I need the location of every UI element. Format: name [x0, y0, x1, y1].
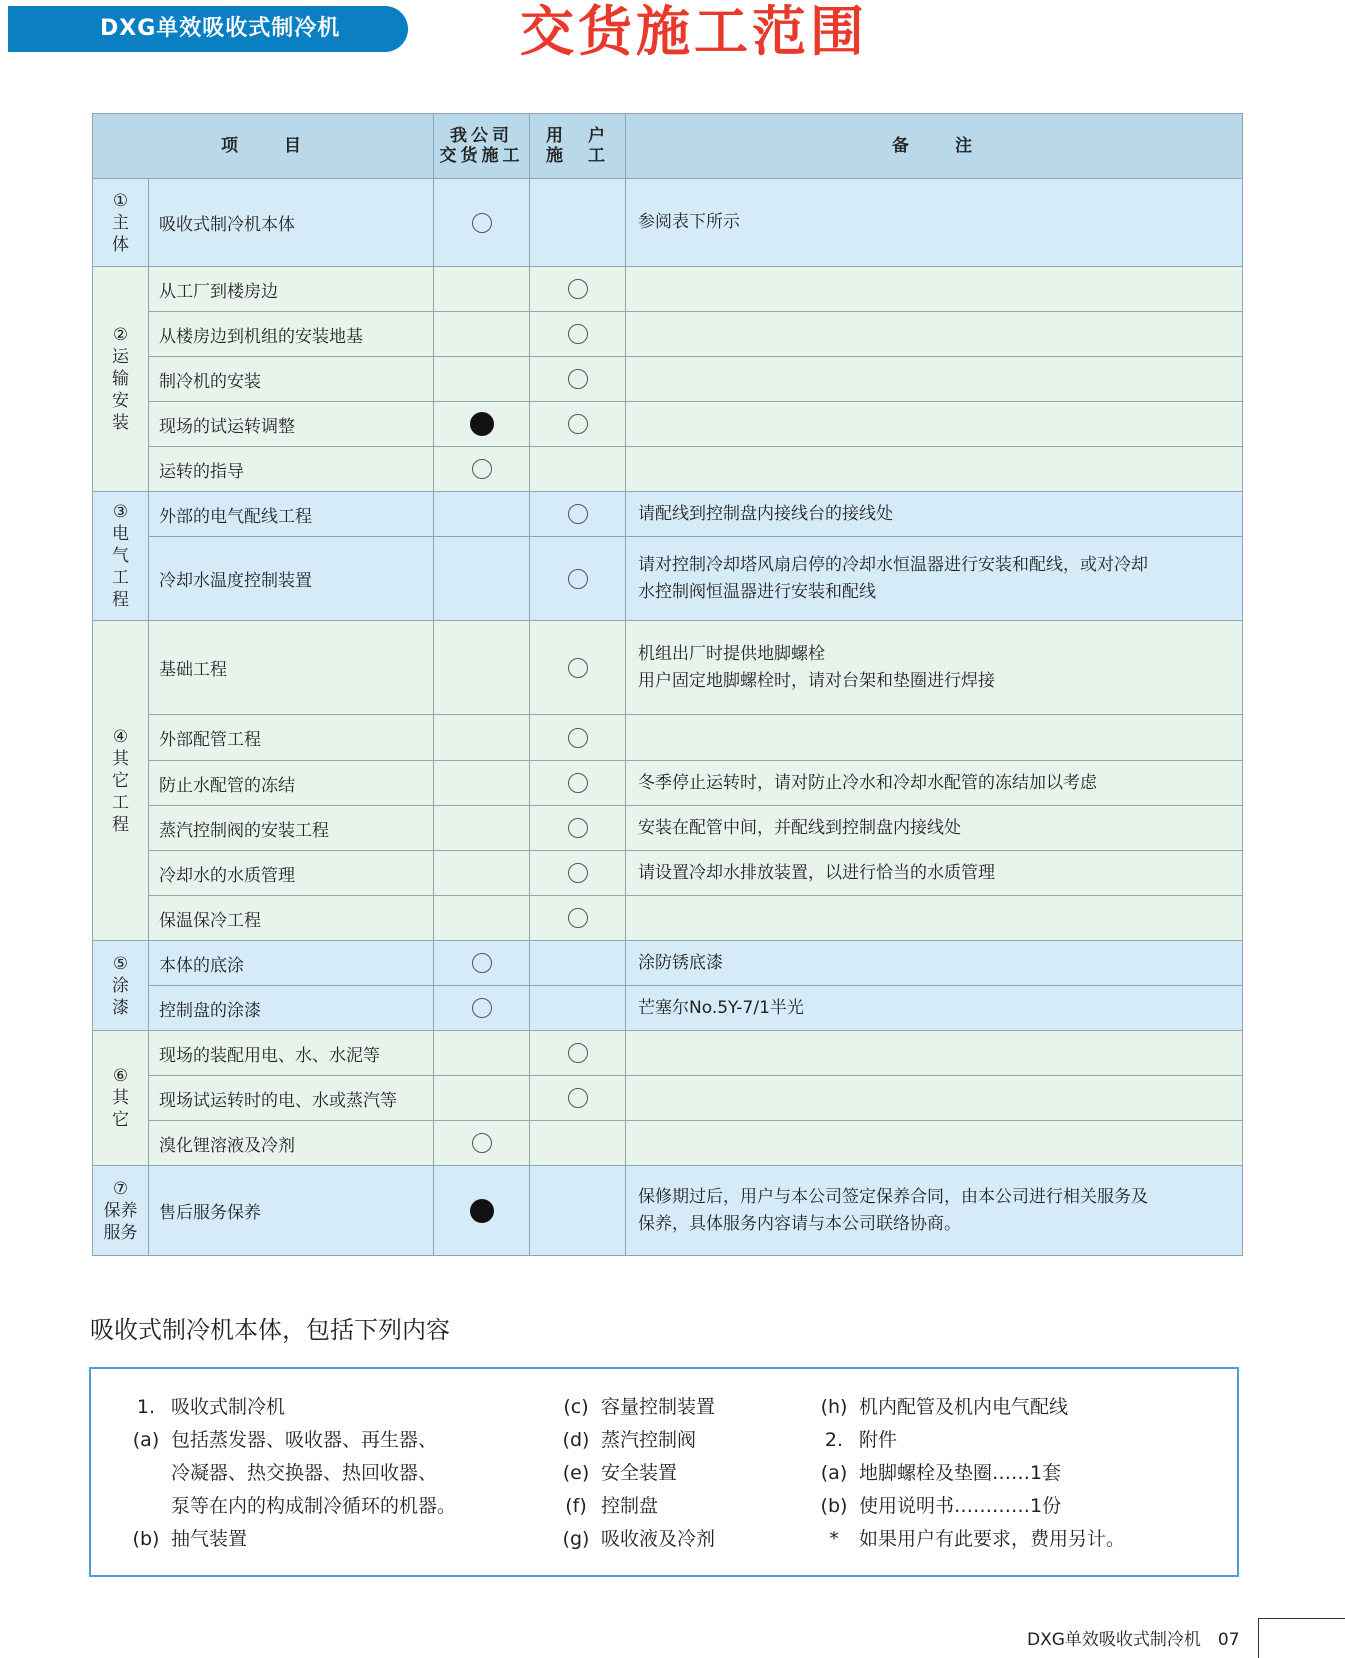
contents-item: [815, 1490, 1125, 1523]
company-cell: [434, 402, 530, 447]
table-row: [93, 1031, 1243, 1076]
page-number: 07: [1217, 1630, 1240, 1650]
contents-item: [557, 1424, 715, 1457]
item-cell: 制冷机的安装: [149, 357, 434, 402]
item-cell: 现场的试运转调整: [149, 402, 434, 447]
user-cell: [530, 941, 626, 986]
open-circle-icon: [568, 818, 588, 838]
note-cell: [626, 941, 1243, 986]
note-cell: [626, 851, 1243, 896]
category-label: 它: [112, 1110, 129, 1130]
contents-item-text: 冷凝器、热交换器、热回收器、: [171, 1462, 438, 1484]
open-circle-icon: [568, 1088, 588, 1108]
table-row: [93, 447, 1243, 492]
contents-item-label: (g): [562, 1528, 590, 1550]
note-line: 请对控制冷却塔风扇启停的冷却水恒温器进行安装和配线，或对冷却: [638, 554, 1148, 575]
note-cell: [626, 447, 1243, 492]
footer-title: DXG单效吸收式制冷机: [1027, 1630, 1201, 1650]
company-cell: [434, 492, 530, 537]
open-circle-icon: [568, 908, 588, 928]
company-cell: [434, 761, 530, 806]
contents-box: [89, 1367, 1239, 1577]
open-circle-icon: [472, 953, 492, 973]
open-circle-icon: [568, 324, 588, 344]
table-row: [93, 806, 1243, 851]
contents-item-text: 安全装置: [601, 1462, 678, 1484]
company-cell: [434, 1031, 530, 1076]
note-line: 冬季停止运转时，请对防止冷水和冷却水配管的冻结加以考虑: [638, 772, 1097, 793]
category-number: ④: [112, 726, 129, 747]
contents-item-label: (b): [132, 1528, 160, 1550]
table-header-row: [93, 114, 1243, 179]
contents-item-label: (f): [565, 1495, 587, 1517]
category-label: 气: [112, 546, 129, 566]
category-cell: [93, 179, 149, 267]
category-label: 其: [112, 748, 129, 769]
table-row: [93, 357, 1243, 402]
user-cell: [530, 715, 626, 761]
user-cell: [530, 806, 626, 851]
item-cell: 现场试运转时的电、水或蒸汽等: [149, 1076, 434, 1121]
category-label: 装: [112, 413, 129, 433]
item-cell: 本体的底涂: [149, 941, 434, 986]
delivery-scope-table: [92, 113, 1243, 1256]
contents-item-text: 使用说明书…………1份: [859, 1495, 1062, 1517]
item-cell: 现场的装配用电、水、水泥等: [149, 1031, 434, 1076]
company-cell: [434, 357, 530, 402]
note-line: 参阅表下所示: [638, 212, 740, 232]
header-note: 备 注: [626, 114, 1243, 179]
contents-item-text: 泵等在内的构成制冷循环的机器。: [171, 1495, 457, 1517]
note-cell: [626, 179, 1243, 267]
category-label: 主: [112, 212, 129, 233]
page-title: 交货施工范围: [520, 0, 868, 63]
table-row: [93, 941, 1243, 986]
contents-item-text: 容量控制装置: [601, 1396, 716, 1418]
table-row: [93, 1166, 1243, 1256]
user-cell: [530, 1121, 626, 1166]
category-label: 涂: [112, 975, 129, 996]
series-label: DXG单效吸收式制冷机: [8, 6, 408, 52]
company-cell: [434, 621, 530, 715]
category-label: 程: [112, 814, 129, 835]
category-label: 它: [112, 770, 129, 791]
contents-item-label: [127, 1490, 165, 1523]
item-cell: 售后服务保养: [149, 1166, 434, 1256]
category-label: 漆: [112, 997, 129, 1018]
contents-item-label: *: [829, 1528, 839, 1550]
table-row: [93, 1121, 1243, 1166]
category-label: 输: [112, 369, 129, 389]
company-cell: [434, 851, 530, 896]
note-line: 保修期过后，用户与本公司签定保养合同，由本公司进行相关服务及: [638, 1186, 1148, 1207]
contents-item-label: [127, 1457, 165, 1490]
item-cell: 从工厂到楼房边: [149, 267, 434, 312]
item-cell: 控制盘的涂漆: [149, 986, 434, 1031]
contents-item-label: 1.: [136, 1396, 156, 1418]
note-cell: [626, 267, 1243, 312]
contents-item-label: (a): [132, 1429, 160, 1451]
note-line: 水控制阀恒温器进行安装和配线: [638, 581, 876, 602]
table-row: [93, 896, 1243, 941]
contents-item-text: 控制盘: [601, 1495, 659, 1517]
note-cell: [626, 1121, 1243, 1166]
user-cell: [530, 851, 626, 896]
open-circle-icon: [568, 369, 588, 389]
footer-corner-frame: [1258, 1618, 1345, 1658]
user-cell: [530, 447, 626, 492]
company-cell: [434, 179, 530, 267]
table-row: [93, 851, 1243, 896]
note-line: 保养，具体服务内容请与本公司联络协商。: [638, 1213, 961, 1234]
contents-item-label: (a): [820, 1462, 848, 1484]
company-cell: [434, 312, 530, 357]
category-label: 保养: [103, 1200, 138, 1221]
open-circle-icon: [568, 279, 588, 299]
note-cell: [626, 312, 1243, 357]
note-line: 安装在配管中间，并配线到控制盘内接线处: [638, 817, 961, 838]
category-label: 服务: [103, 1222, 138, 1243]
contents-item: [815, 1391, 1125, 1424]
user-cell: [530, 761, 626, 806]
table-row: [93, 492, 1243, 537]
note-cell: [626, 357, 1243, 402]
item-cell: 蒸汽控制阀的安装工程: [149, 806, 434, 851]
open-circle-icon: [472, 213, 492, 233]
contents-item: [815, 1523, 1125, 1556]
open-circle-icon: [568, 1043, 588, 1063]
note-line: 请设置冷却水排放装置，以进行恰当的水质管理: [638, 862, 995, 883]
table-row: [93, 761, 1243, 806]
open-circle-icon: [472, 459, 492, 479]
category-label: 其: [112, 1088, 129, 1108]
category-label: 体: [112, 234, 129, 255]
user-cell: [530, 492, 626, 537]
company-cell: [434, 1076, 530, 1121]
open-circle-icon: [472, 1133, 492, 1153]
note-line: 芒塞尔No.5Y-7/1半光: [638, 997, 804, 1018]
contents-item-label: (e): [562, 1462, 590, 1484]
item-cell: 从楼房边到机组的安装地基: [149, 312, 434, 357]
open-circle-icon: [568, 728, 588, 748]
table-row: [93, 715, 1243, 761]
note-line: 涂防锈底漆: [638, 952, 723, 973]
note-cell: [626, 1166, 1243, 1256]
user-cell: [530, 179, 626, 267]
company-cell: [434, 986, 530, 1031]
contents-item-text: 蒸汽控制阀: [601, 1429, 697, 1451]
note-cell: [626, 1076, 1243, 1121]
note-cell: [626, 402, 1243, 447]
company-cell: [434, 1166, 530, 1256]
category-label: 工: [112, 792, 129, 813]
contents-item-text: 抽气装置: [171, 1528, 248, 1550]
company-cell: [434, 537, 530, 621]
item-cell: 冷却水温度控制装置: [149, 537, 434, 621]
filled-circle-icon: [470, 1199, 494, 1223]
contents-item: [557, 1391, 715, 1424]
note-cell: [626, 621, 1243, 715]
company-cell: [434, 447, 530, 492]
note-cell: [626, 761, 1243, 806]
user-cell: [530, 1076, 626, 1121]
contents-item-text: 如果用户有此要求，费用另计。: [859, 1528, 1126, 1550]
category-cell: [93, 621, 149, 941]
user-cell: [530, 312, 626, 357]
contents-item: [557, 1457, 715, 1490]
table-row: [93, 986, 1243, 1031]
user-cell: [530, 402, 626, 447]
category-number: ①: [112, 190, 129, 211]
category-label: 工: [112, 568, 129, 588]
note-cell: [626, 986, 1243, 1031]
open-circle-icon: [472, 998, 492, 1018]
user-cell: [530, 986, 626, 1031]
item-cell: 基础工程: [149, 621, 434, 715]
company-cell: [434, 1121, 530, 1166]
user-cell: [530, 537, 626, 621]
contents-item-label: (c): [563, 1396, 589, 1418]
company-cell: [434, 715, 530, 761]
open-circle-icon: [568, 658, 588, 678]
footer: [1027, 1625, 1240, 1650]
table-row: [93, 537, 1243, 621]
category-cell: [93, 267, 149, 492]
contents-item-text: 地脚螺栓及垫圈……1套: [859, 1462, 1062, 1484]
category-label: 程: [112, 590, 129, 610]
item-cell: 吸收式制冷机本体: [149, 179, 434, 267]
category-number: ⑤: [112, 953, 129, 974]
contents-column: [557, 1391, 715, 1556]
item-cell: 溴化锂溶液及冷剂: [149, 1121, 434, 1166]
open-circle-icon: [568, 863, 588, 883]
category-label: 运: [112, 347, 129, 367]
item-cell: 冷却水的水质管理: [149, 851, 434, 896]
table-row: [93, 179, 1243, 267]
category-cell: [93, 1166, 149, 1256]
table-row: [93, 621, 1243, 715]
category-cell: [93, 492, 149, 621]
note-cell: [626, 537, 1243, 621]
contents-item-label: (b): [820, 1495, 848, 1517]
contents-item-label: (h): [820, 1396, 848, 1418]
user-cell: [530, 896, 626, 941]
contents-item: [127, 1391, 456, 1424]
contents-item-text: 包括蒸发器、吸收器、再生器、: [171, 1429, 438, 1451]
contents-item: [815, 1424, 1125, 1457]
note-cell: [626, 896, 1243, 941]
company-cell: [434, 896, 530, 941]
category-label: 电: [112, 524, 129, 544]
category-cell: [93, 941, 149, 1031]
open-circle-icon: [568, 773, 588, 793]
contents-item-label: (d): [562, 1429, 590, 1451]
company-cell: [434, 806, 530, 851]
note-line: 用户固定地脚螺栓时，请对台架和垫圈进行焊接: [638, 670, 995, 691]
item-cell: 外部配管工程: [149, 715, 434, 761]
note-line: 请配线到控制盘内接线台的接线处: [638, 503, 893, 524]
header-item: 项 目: [93, 114, 434, 179]
category-cell: [93, 1031, 149, 1166]
header-company: 我公司 交货施工: [434, 114, 530, 179]
category-number: ⑦: [112, 1178, 129, 1199]
category-number: ③: [112, 502, 129, 522]
category-number: ⑥: [112, 1066, 129, 1086]
contents-item-text: 吸收式制冷机: [171, 1396, 286, 1418]
open-circle-icon: [568, 569, 588, 589]
contents-item: [127, 1523, 456, 1556]
contents-item-text: 吸收液及冷剂: [601, 1528, 716, 1550]
contents-item: [127, 1424, 456, 1457]
item-cell: 运转的指导: [149, 447, 434, 492]
user-cell: [530, 357, 626, 402]
note-line: 机组出厂时提供地脚螺栓: [638, 643, 825, 664]
category-label: 安: [112, 391, 129, 411]
user-cell: [530, 1166, 626, 1256]
header-user: 用 户 施 工: [530, 114, 626, 179]
table-row: [93, 402, 1243, 447]
contents-item: [127, 1490, 456, 1523]
contents-item: [557, 1490, 715, 1523]
note-cell: [626, 806, 1243, 851]
company-cell: [434, 941, 530, 986]
contents-column: [815, 1391, 1125, 1556]
contents-item-label: 2.: [824, 1429, 844, 1451]
item-cell: 保温保冷工程: [149, 896, 434, 941]
category-number: ②: [112, 325, 129, 345]
filled-circle-icon: [470, 412, 494, 436]
contents-item: [815, 1457, 1125, 1490]
contents-column: [127, 1391, 456, 1556]
contents-item-text: 机内配管及机内电气配线: [859, 1396, 1069, 1418]
note-cell: [626, 492, 1243, 537]
user-cell: [530, 267, 626, 312]
open-circle-icon: [568, 414, 588, 434]
item-cell: 外部的电气配线工程: [149, 492, 434, 537]
contents-item-text: 附件: [859, 1429, 898, 1451]
user-cell: [530, 621, 626, 715]
note-cell: [626, 715, 1243, 761]
table-row: [93, 267, 1243, 312]
contents-title: 吸收式制冷机本体，包括下列内容: [90, 1316, 450, 1344]
item-cell: 防止水配管的冻结: [149, 761, 434, 806]
contents-item: [127, 1457, 456, 1490]
open-circle-icon: [568, 504, 588, 524]
table-row: [93, 312, 1243, 357]
user-cell: [530, 1031, 626, 1076]
contents-item: [557, 1523, 715, 1556]
company-cell: [434, 267, 530, 312]
note-cell: [626, 1031, 1243, 1076]
table-row: [93, 1076, 1243, 1121]
